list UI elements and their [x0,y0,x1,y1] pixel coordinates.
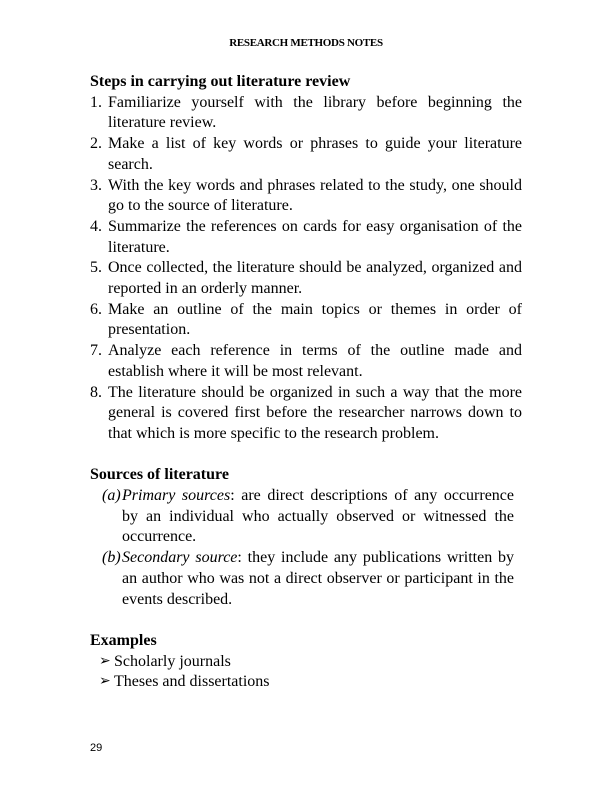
step-item [90,383,522,445]
example-item [90,672,522,693]
step-number: 2. [90,135,102,153]
step-item [90,217,522,258]
step-number: 7. [90,342,102,360]
arrow-bullet-icon: ➢ [99,653,111,669]
source-label: (b) [102,549,121,567]
step-number: 8. [90,383,102,401]
source-term: Primary sources [122,487,231,505]
source-label: (a) [102,487,121,505]
step-item [90,300,522,341]
page-header: RESEARCH METHODS NOTES [229,37,383,49]
step-text: Once collected, the literature should be analyzed, organized and reported in an orderly manner. [108,259,522,298]
source-item [90,486,514,548]
examples-section [90,631,522,693]
step-number: 6. [90,300,102,318]
page-number: 29 [90,742,103,754]
example-item [90,652,522,673]
step-text: Analyze each reference in terms of the outline made and establish where it will be most relevant. [108,342,522,380]
step-number: 3. [90,176,102,194]
sources-section [90,465,522,610]
step-item [90,93,522,134]
step-number: 4. [90,217,102,235]
step-text: Make a list of key words or phrases to guide your literature search. [108,135,522,173]
page-content [90,72,522,693]
examples-heading: Examples [90,631,157,649]
step-item [90,341,522,382]
step-number: 5. [90,259,102,277]
steps-section [90,72,522,445]
step-text: With the key words and phrases related to the study, one should go to the source of literature. [108,176,522,215]
source-item [90,548,514,610]
steps-list [90,93,522,445]
step-text: Make an outline of the main topics or themes in order of presentation. [108,300,522,339]
example-text: Scholarly journals [114,652,231,670]
source-term: Secondary source [122,549,238,567]
sources-heading: Sources of literature [90,466,229,484]
step-number: 1. [90,93,102,111]
step-text: The literature should be organized in such a way that the more general is covered first before the researcher narrows down to that which is more specific to the research problem. [108,383,522,442]
step-text: Summarize the references on cards for easy organisation of the literature. [108,217,522,256]
example-text: Theses and dissertations [114,673,270,691]
source-description: : are direct descriptions of any occurrence by an individual who actually observed or witnessed the occurrence. [122,487,514,546]
step-item [90,176,522,217]
step-item [90,258,522,299]
arrow-bullet-icon: ➢ [99,674,111,690]
step-text: Familiarize yourself with the library before beginning the literature review. [108,93,522,132]
step-item [90,134,522,175]
steps-heading: Steps in carrying out literature review [90,73,351,90]
source-description: : they include any publications written by an author who was not a direct observer or participant in the events described. [122,549,514,608]
